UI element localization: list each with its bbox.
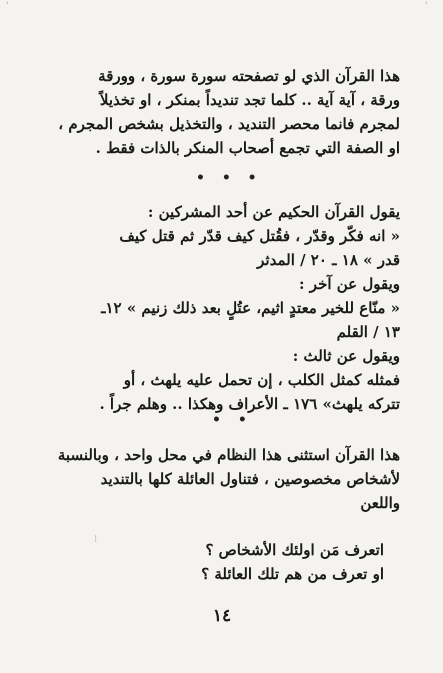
scan-artifact-mark: ʹ: [425, 2, 428, 12]
paragraph-line: يقول القرآن الحكيم عن أحد المشركين :: [147, 203, 400, 221]
quote-line: « منّاع للخير معتدٍ اثيم، عتُلٍ بعد ذلك زنيم » ١٢ـ: [101, 299, 400, 317]
paragraph-2: [52, 200, 400, 416]
quote-line: ١٣ / القلم: [336, 323, 400, 341]
paragraph-line: ويقول عن آخر :: [299, 275, 400, 293]
paragraph-line: لأشخاص مخصوصين ، فتناول العائلة كلها بالتنديد: [100, 470, 400, 488]
paragraph-line: او الصفة التي تجمع أصحاب المنكر بالذات فقط .: [95, 139, 400, 157]
questions-block: [96, 538, 384, 586]
scan-artifact-mark: ⁝: [94, 534, 98, 545]
scan-artifact-mark: ʹ: [6, 2, 9, 12]
paragraph-line: واللعن: [360, 494, 400, 512]
section-separator: • •: [212, 412, 253, 428]
quote-line: « انه فكّر وقدّر ، فقُتل كيف قدّر ثم قتل كيف: [119, 227, 400, 245]
quote-line: قدر » ١٨ ـ ٢٠ / المدثر: [257, 251, 400, 269]
paragraph-line: هذا القرآن الذي لو تصفحته سورة سورة ، وورقة: [98, 67, 400, 85]
paragraph-line: ورقة ، آية آية .. كلما تجد تنديداً بمنكر ، او تخذيلاً: [99, 91, 400, 109]
paragraph-1: [52, 64, 400, 160]
section-separator: • • •: [196, 170, 263, 186]
question-line: اتعرف مَن اولئك الأشخاص ؟: [205, 541, 384, 559]
quote-line: تتركه يلهث» ١٧٦ ـ الأعراف وهكذا .. وهلم جراً .: [99, 395, 400, 413]
paragraph-line: هذا القرآن استثنى هذا النظام في محل واحد ، وبالنسبة: [57, 446, 400, 464]
paragraph-3: [52, 443, 400, 515]
quote-line: فمثله كمثل الكلب ، إن تحمل عليه يلهث ، أو: [123, 371, 400, 389]
page-number: ١٤: [212, 606, 232, 626]
paragraph-line: ويقول عن ثالث :: [292, 347, 400, 365]
paragraph-line: لمجرم فانما محصر التنديد ، والتخذيل بشخص المجرم ،: [58, 115, 400, 133]
question-line: او تعرف من هم تلك العائلة ؟: [201, 565, 384, 583]
